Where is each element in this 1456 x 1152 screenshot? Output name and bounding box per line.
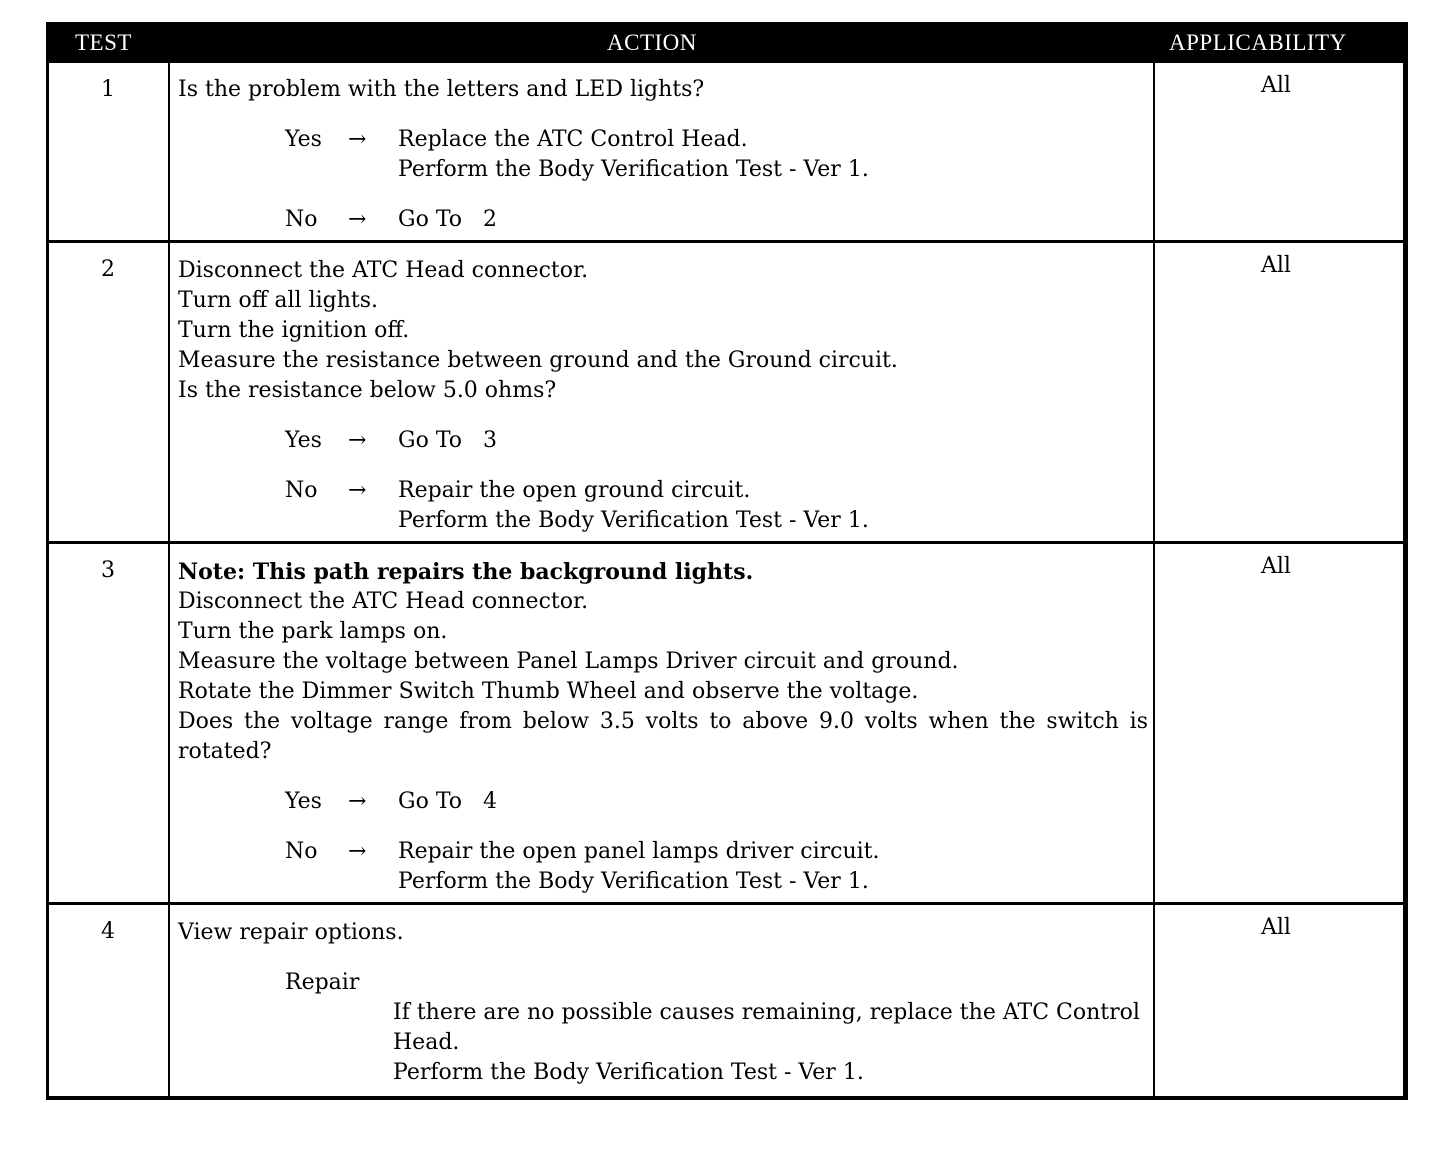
action-cell — [178, 256, 1148, 536]
header-action: ACTION — [607, 30, 697, 55]
yes-label: Yes — [285, 789, 322, 814]
step-text: Is the resistance below 5.0 ohms? — [178, 378, 557, 403]
yes-option — [178, 426, 1148, 456]
test-number: 4 — [101, 919, 115, 944]
note-text: Note: This path repairs the background lights. — [178, 559, 754, 585]
applicability-value: All — [1261, 915, 1291, 940]
action-cell — [178, 918, 1148, 1088]
yes-result: Replace the ATC Control Head. — [398, 127, 748, 152]
applicability-value: All — [1261, 73, 1291, 98]
yes-label: Yes — [285, 428, 322, 453]
diagnostic-table — [46, 22, 1408, 1100]
step-text: Rotate the Dimmer Switch Thumb Wheel and observe the voltage. — [178, 679, 919, 704]
applicability-value: All — [1261, 554, 1291, 579]
no-result: Repair the open ground circuit. — [398, 478, 751, 503]
action-cell — [178, 75, 1148, 235]
repair-text-continued: Perform the Body Verification Test - Ver 1. — [393, 1060, 864, 1085]
step-text: Turn the park lamps on. — [178, 619, 448, 644]
no-result: Repair the open panel lamps driver circuit. — [398, 839, 880, 864]
yes-option — [178, 125, 1148, 155]
no-label: No — [285, 478, 318, 503]
yes-result-continued: Perform the Body Verification Test - Ver 1. — [398, 157, 869, 182]
question-text: View repair options. — [178, 920, 404, 945]
test-number: 3 — [101, 558, 115, 583]
arrow-icon: → — [348, 207, 367, 232]
no-option — [178, 476, 1148, 506]
arrow-icon: → — [348, 789, 367, 814]
applicability-value: All — [1261, 253, 1291, 278]
yes-result: Go To 4 — [398, 789, 497, 814]
question-text: Is the problem with the letters and LED lights? — [178, 77, 705, 102]
no-label: No — [285, 207, 318, 232]
table-row — [49, 243, 1403, 541]
repair-label: Repair — [285, 970, 360, 995]
no-result: Go To 2 — [398, 207, 497, 232]
step-text: Measure the resistance between ground and the Ground circuit. — [178, 348, 898, 373]
arrow-icon: → — [348, 478, 367, 503]
step-text: Disconnect the ATC Head connector. — [178, 589, 589, 614]
step-text: Disconnect the ATC Head connector. — [178, 258, 589, 283]
no-result-continued: Perform the Body Verification Test - Ver 1. — [398, 508, 869, 533]
no-label: No — [285, 839, 318, 864]
yes-option — [178, 787, 1148, 817]
yes-result: Go To 3 — [398, 428, 497, 453]
test-number: 1 — [101, 77, 115, 102]
step-text: Does the voltage range from below 3.5 volts to above 9.0 volts when the switch is rotated? — [178, 709, 1148, 764]
action-cell — [178, 557, 1148, 897]
table-row — [49, 63, 1403, 240]
table-row — [49, 544, 1403, 902]
step-text: Turn the ignition off. — [178, 318, 410, 343]
yes-label: Yes — [285, 127, 322, 152]
test-number: 2 — [101, 257, 115, 282]
arrow-icon: → — [348, 839, 367, 864]
step-text: Turn off all lights. — [178, 288, 379, 313]
no-result-continued: Perform the Body Verification Test - Ver 1. — [398, 869, 869, 894]
repair-text: If there are no possible causes remaining, replace the ATC Control Head. — [393, 1000, 1140, 1055]
step-text: Measure the voltage between Panel Lamps Driver circuit and ground. — [178, 649, 959, 674]
header-applicability: APPLICABILITY — [1169, 30, 1347, 55]
no-option — [178, 205, 1148, 235]
arrow-icon: → — [348, 428, 367, 453]
arrow-icon: → — [348, 127, 367, 152]
table-row — [49, 905, 1403, 1099]
table-header — [49, 25, 1403, 63]
header-test: TEST — [75, 30, 132, 55]
no-option — [178, 837, 1148, 867]
